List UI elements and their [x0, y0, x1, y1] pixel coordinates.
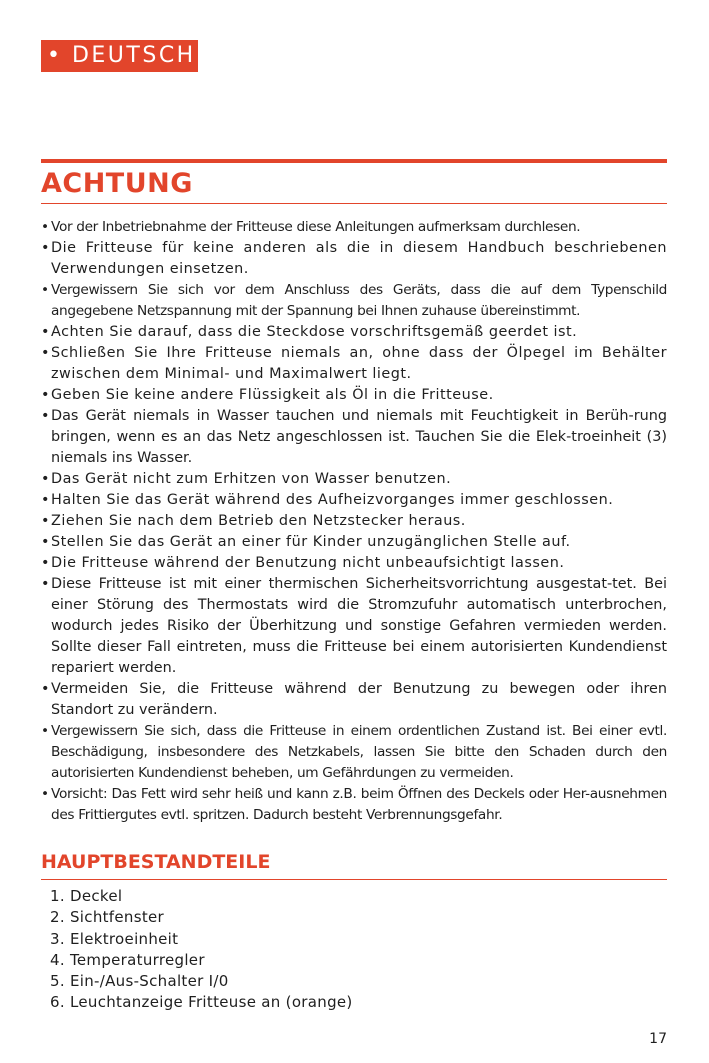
warning-item: • Vermeiden Sie, die Fritteuse während der Benutzung zu bewegen oder ihren Standort zu verändern.: [41, 679, 667, 721]
language-tag: • DEUTSCH: [41, 40, 198, 72]
warning-item: • Diese Fritteuse ist mit einer thermischen Sicherheitsvorrichtung ausgestat-tet. Bei einer Störung des Thermostats wird die Stromzufuhr automatisch unterbrochen, wodurch jedes Risiko der Überhitzung und sonstige Gefahren vermieden werden. Sollte dieser Fall eintreten, muss die Fritteuse bei einem autorisierten Kundendienst repariert werden.: [41, 574, 667, 679]
warning-heading: ACHTUNG: [41, 168, 193, 199]
parts-item: 1. Deckel: [50, 887, 123, 905]
parts-item: 6. Leuchtanzeige Fritteuse an (orange): [50, 993, 353, 1012]
warning-item: • Halten Sie das Gerät während des Aufheizvorganges immer geschlossen.: [41, 490, 667, 511]
warning-item: • Geben Sie keine andere Flüssigkeit als Öl in die Fritteuse.: [41, 385, 667, 406]
page-number: 17: [649, 1031, 667, 1047]
warning-item: • Die Fritteuse für keine anderen als die in diesem Handbuch beschriebenen Verwendungen einsetzen.: [41, 238, 667, 280]
warning-item: • Schließen Sie Ihre Fritteuse niemals an, ohne dass der Ölpegel im Behälter zwischen dem Minimal- und Maximalwert liegt.: [41, 343, 667, 385]
parts-item: 3. Elektroeinheit: [50, 929, 179, 948]
warning-item: • Das Gerät niemals in Wasser tauchen und niemals mit Feuchtigkeit in Berüh-rung bringen, wenn es an das Netz angeschlossen ist. Tauchen Sie die Elek-troeinheit (3) niemals ins Wasser.: [41, 406, 667, 469]
parts-item: 5. Ein-/Aus-Schalter I/0: [50, 972, 229, 991]
warning-item: • Die Fritteuse während der Benutzung nicht unbeaufsichtigt lassen.: [41, 553, 667, 574]
parts-heading: HAUPTBESTANDTEILE: [41, 851, 271, 873]
warning-item: • Vorsicht: Das Fett wird sehr heiß und kann z.B. beim Öffnen des Deckels oder Her-ausnehmen des Frittiergutes evtl. spritzen. Dadurch besteht Verbrennungsgefahr.: [41, 784, 667, 826]
parts-item: 4. Temperaturregler: [50, 950, 205, 969]
warning-item: • Vor der Inbetriebnahme der Fritteuse diese Anleitungen aufmerksam durchlesen.: [41, 217, 667, 238]
warning-item: • Vergewissern Sie sich vor dem Anschluss des Geräts, dass die auf dem Typenschild angegebene Netzspannung mit der Spannung bei Ihnen zuhause übereinstimmt.: [41, 280, 667, 322]
warning-item: • Vergewissern Sie sich, dass die Fritteuse in einem ordentlichen Zustand ist. Bei einer evtl. Beschädigung, insbesondere des Netzkabels, lassen Sie bitte den Schaden durch den autorisierten Kundendienst beheben, um Gefährdungen zu vermeiden.: [41, 721, 667, 784]
warning-item: • Stellen Sie das Gerät an einer für Kinder unzugänglichen Stelle auf.: [41, 532, 667, 553]
warning-item: • Achten Sie darauf, dass die Steckdose vorschriftsgemäß geerdet ist.: [41, 322, 667, 343]
parts-list: [50, 886, 353, 1014]
warning-heading-underline: [41, 203, 667, 204]
parts-item: 2. Sichtfenster: [50, 908, 165, 927]
parts-heading-underline: [41, 879, 667, 880]
warning-item: • Ziehen Sie nach dem Betrieb den Netzstecker heraus.: [41, 511, 667, 532]
section-divider-thick: [41, 159, 667, 163]
warning-item: • Das Gerät nicht zum Erhitzen von Wasser benutzen.: [41, 469, 667, 490]
warning-list: [41, 217, 667, 826]
